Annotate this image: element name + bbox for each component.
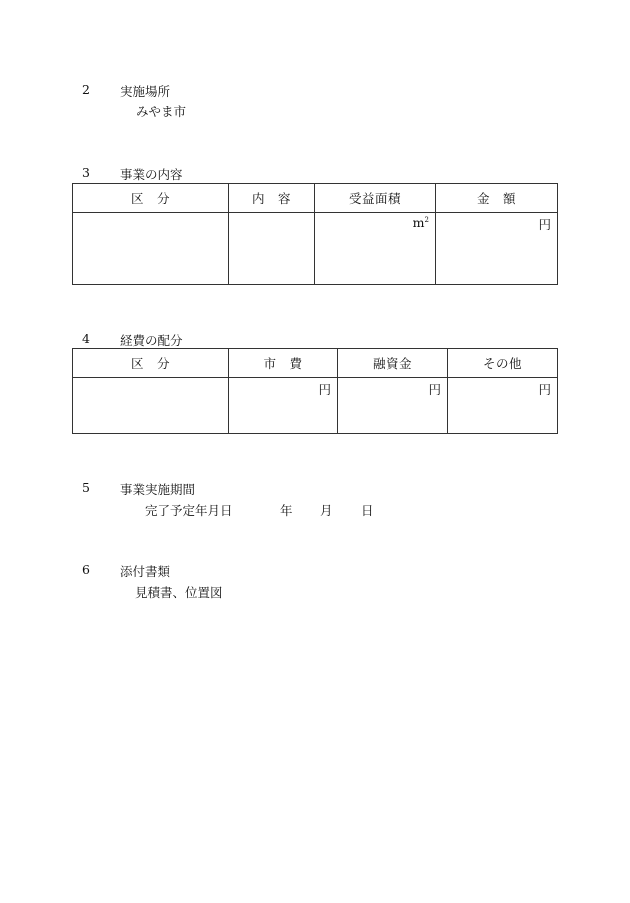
content-cell-category[interactable] bbox=[73, 213, 229, 285]
day-label: 日 bbox=[361, 503, 374, 518]
content-cell-area[interactable] bbox=[315, 213, 436, 285]
other-unit: 円 bbox=[538, 382, 551, 397]
section-5-number: 5 bbox=[82, 480, 90, 495]
place-value: みやま市 bbox=[136, 104, 187, 119]
section-2-number: 2 bbox=[82, 82, 90, 97]
section-4-number: 4 bbox=[82, 331, 90, 346]
section-2-title: 実施場所 bbox=[120, 84, 171, 99]
content-cell-amount[interactable] bbox=[436, 213, 558, 285]
budget-header-city: 市 費 bbox=[229, 349, 338, 378]
content-table-row bbox=[73, 213, 558, 285]
budget-cell-category[interactable] bbox=[73, 378, 229, 434]
loan-unit: 円 bbox=[428, 382, 441, 397]
section-5-title: 事業実施期間 bbox=[120, 482, 196, 497]
section-6-title: 添付書類 bbox=[120, 564, 171, 579]
area-unit-sup: 2 bbox=[424, 215, 429, 224]
budget-cell-loan[interactable] bbox=[338, 378, 448, 434]
content-cell-content[interactable] bbox=[229, 213, 315, 285]
content-header-amount: 金 額 bbox=[436, 184, 558, 213]
budget-table-row bbox=[73, 378, 558, 434]
year-label: 年 bbox=[280, 503, 293, 518]
content-header-area: 受益面積 bbox=[315, 184, 436, 213]
content-header-category: 区 分 bbox=[73, 184, 229, 213]
budget-cell-other[interactable] bbox=[448, 378, 558, 434]
area-unit: m bbox=[412, 215, 425, 230]
budget-cell-city[interactable] bbox=[229, 378, 338, 434]
section-3-title: 事業の内容 bbox=[120, 167, 183, 182]
content-header-content: 内 容 bbox=[229, 184, 315, 213]
budget-header-loan: 融資金 bbox=[338, 349, 448, 378]
content-table bbox=[72, 183, 558, 285]
amount-unit: 円 bbox=[538, 217, 551, 232]
budget-header-category: 区 分 bbox=[73, 349, 229, 378]
section-6-number: 6 bbox=[82, 562, 90, 577]
month-label: 月 bbox=[320, 503, 333, 518]
budget-header-other: その他 bbox=[448, 349, 558, 378]
budget-table-header-row bbox=[73, 349, 558, 378]
content-table-header-row bbox=[73, 184, 558, 213]
attachments-value: 見積書、位置図 bbox=[135, 585, 223, 600]
section-4-title: 経費の配分 bbox=[120, 333, 183, 348]
section-3-number: 3 bbox=[82, 165, 90, 180]
budget-table bbox=[72, 348, 558, 434]
completion-date-label: 完了予定年月日 bbox=[145, 503, 233, 518]
city-unit: 円 bbox=[318, 382, 331, 397]
